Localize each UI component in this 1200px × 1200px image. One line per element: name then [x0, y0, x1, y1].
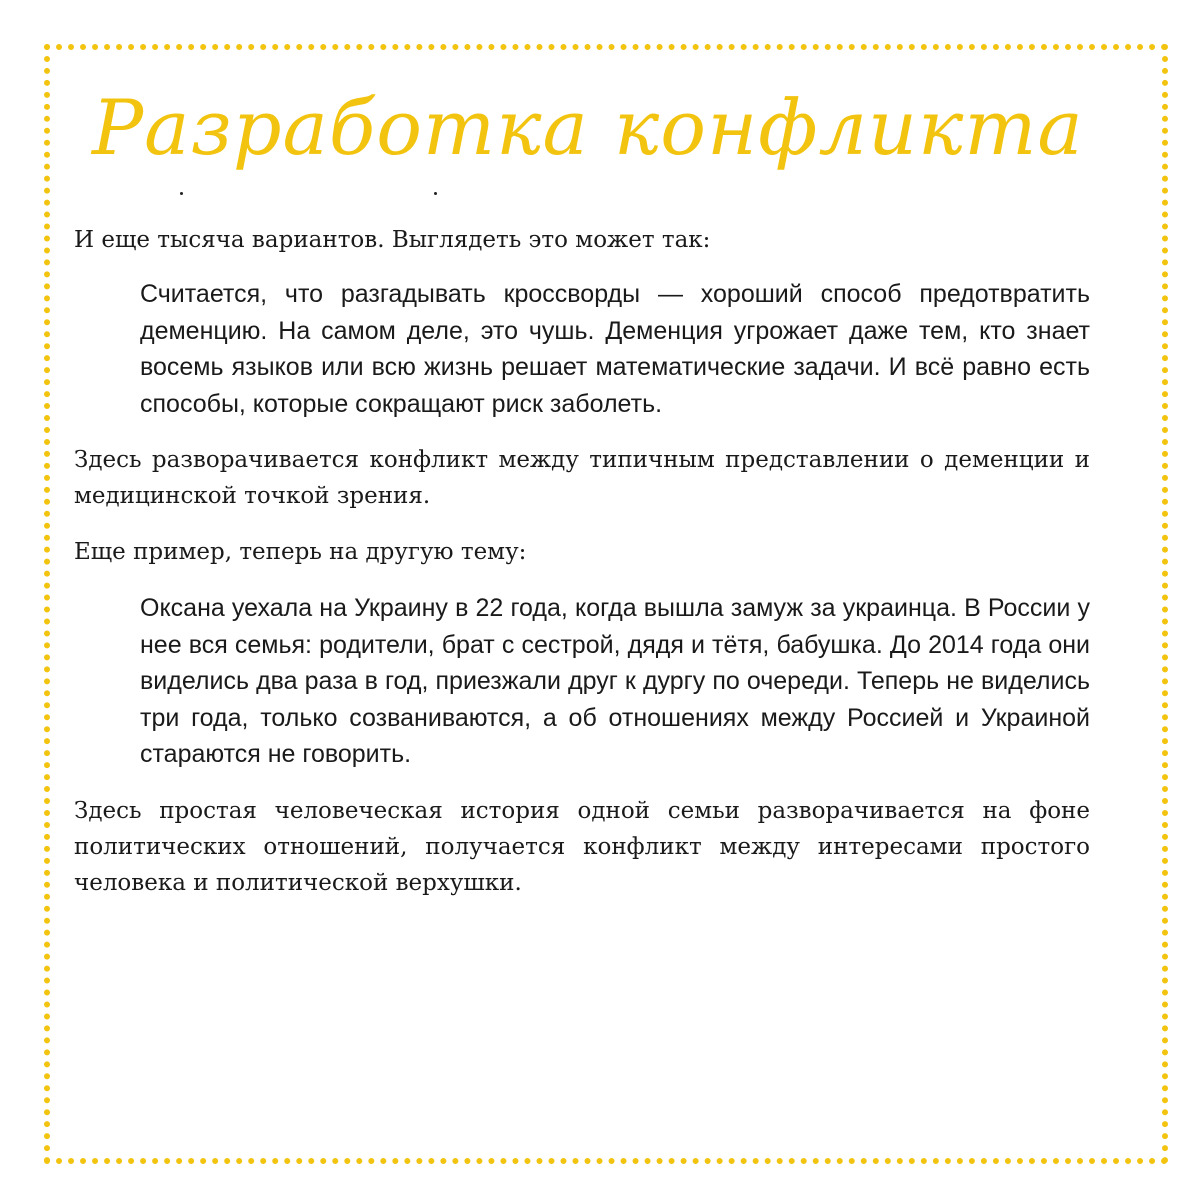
intro-paragraph-second: Еще пример, теперь на другую тему: [74, 539, 527, 565]
comment-paragraph-dementia: Здесь разворачивается конфликт между типичным представлении о деменции и медицинской точкой зрения. [74, 447, 1090, 509]
page-title: Разработка конфликта [92, 83, 1084, 172]
example-quote-dementia: Считается, что разгадывать кроссворды — хороший способ предотвратить деменцию. На самом деле, это чушь. Деменция угрожает даже тем, кто знает восемь языков или всю жизнь решает математические задачи. И всё равно есть способы, которые сокращают риск заболеть. [140, 280, 1090, 418]
article-body [74, 222, 1090, 921]
example-quote-oksana: Оксана уехала на Украину в 22 года, когда вышла замуж за украинца. В России у нее вся семья: родители, брат с сестрой, дядя и тётя, бабушка. До 2014 года они виделись два раза в год, приезжали друг к дургу по очереди. Теперь не виделись три года, только созваниваются, а об отношениях между Россией и Украиной стараются не говорить. [140, 594, 1090, 768]
intro-paragraph: И еще тысяча вариантов. Выглядеть это может так: [74, 227, 711, 253]
title-underline-dots [180, 192, 440, 196]
comment-paragraph-family: Здесь простая человеческая история одной семьи разворачивается на фоне политических отношений, получается конфликт между интересами простого человека и политической верхушки. [74, 797, 1090, 896]
